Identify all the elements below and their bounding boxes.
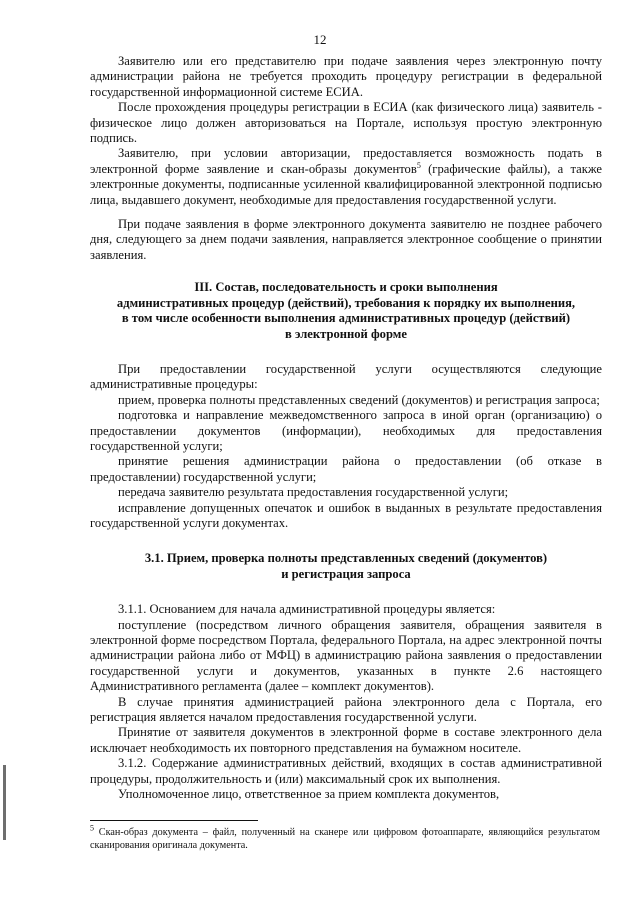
paragraph: 3.1.1. Основанием для начала административной процедуры является: <box>118 602 496 617</box>
footnote-separator <box>90 820 258 821</box>
paragraph: В случае принятия администрацией района электронного дела с Портала, его регистрация является началом предоставления государственной услуги. <box>90 694 602 725</box>
paragraph: Заявителю или его представителю при подаче заявления через электронную почту администрации района не требуется проходить процедуру регистрации в федеральной государственной информационной системе ЕСИА. <box>90 54 602 99</box>
list-item: исправление допущенных опечаток и ошибок в выданных в результате предоставления государственной услуги документах. <box>90 500 602 530</box>
footnote <box>90 823 600 852</box>
paragraph: При предоставлении государственной услуги осуществляются следующие административные процедуры: <box>90 361 602 392</box>
paragraph: Уполномоченное лицо, ответственное за прием комплекта документов, <box>118 787 500 802</box>
subsection-heading <box>90 551 602 582</box>
page-body <box>90 54 602 802</box>
list-item: прием, проверка полноты представленных сведений (документов) и регистрация запроса; <box>118 392 600 407</box>
scan-edge-mark <box>3 765 6 840</box>
heading-line: в том числе особенности выполнения административных процедур (действий) <box>121 311 571 326</box>
page-number: 12 <box>313 32 327 47</box>
heading-line: и регистрация запроса <box>281 566 411 581</box>
heading-line: административных процедур (действий), требования к порядку их выполнения, <box>116 295 576 310</box>
paragraph: После прохождения процедуры регистрации в ЕСИА (как физического лица) заявитель - физическое лицо должен авторизоваться на Портале, используя простую электронную подпись. <box>90 100 602 146</box>
paragraph: поступление (посредством личного обращения заявителя, обращения заявителя в электронной форме посредством Портала, федерального Портала, на адрес электронной почты администрации района либо от МФЦ) в администрацию района заявления о предоставлении государственной услуги и документов, указанных в пункте 2.6 настоящего Административного регламента (далее – комплект документов). <box>90 617 602 694</box>
paragraph: 3.1.2. Содержание административных действий, входящих в состав административной процедуры, продолжительность и (или) максимальный срок их выполнения. <box>90 756 602 786</box>
list-item: подготовка и направление межведомственного запроса в иной орган (организацию) о предоставлении документов (информации), необходимых для предоставления государственной услуги; <box>90 408 602 453</box>
section-heading <box>90 280 602 342</box>
paragraph-text: Заявителю, при условии авторизации, предоставляется возможность подать в электронной форме заявление и скан-образы документов <box>90 146 602 176</box>
paragraph-text: (графические файлы), а также электронные документы, подписанные усиленной квалифицированной электронной подписью лица, выдавшего документ, необходимые для предоставления государственной услуги. <box>90 161 602 207</box>
heading-line: 3.1. Прием, проверка полноты представленных сведений (документов) <box>144 551 548 566</box>
paragraph <box>90 146 602 208</box>
footnote-text: Скан-образ документа – файл, полученный на сканере или цифровом фотоаппарате, являющийся результатом сканирования оригинала документа. <box>90 827 600 851</box>
list-item: принятие решения администрации района о предоставлении (об отказе в предоставлении) государственной услуги; <box>90 454 602 484</box>
footnote-reference: 5 <box>416 160 421 170</box>
heading-line: III. Состав, последовательность и сроки выполнения <box>194 280 498 295</box>
heading-line: в электронной форме <box>285 326 407 341</box>
paragraph: При подаче заявления в форме электронного документа заявителю не позднее рабочего дня, следующего за днем подачи заявления, направляется электронное сообщение о принятии заявления. <box>90 217 602 262</box>
footnote-marker: 5 <box>90 823 94 833</box>
paragraph: Принятие от заявителя документов в электронной форме в составе электронного дела исключает необходимость их повторного представления на бумажном носителе. <box>90 725 602 755</box>
list-item: передача заявителю результата предоставления государственной услуги; <box>118 485 509 500</box>
